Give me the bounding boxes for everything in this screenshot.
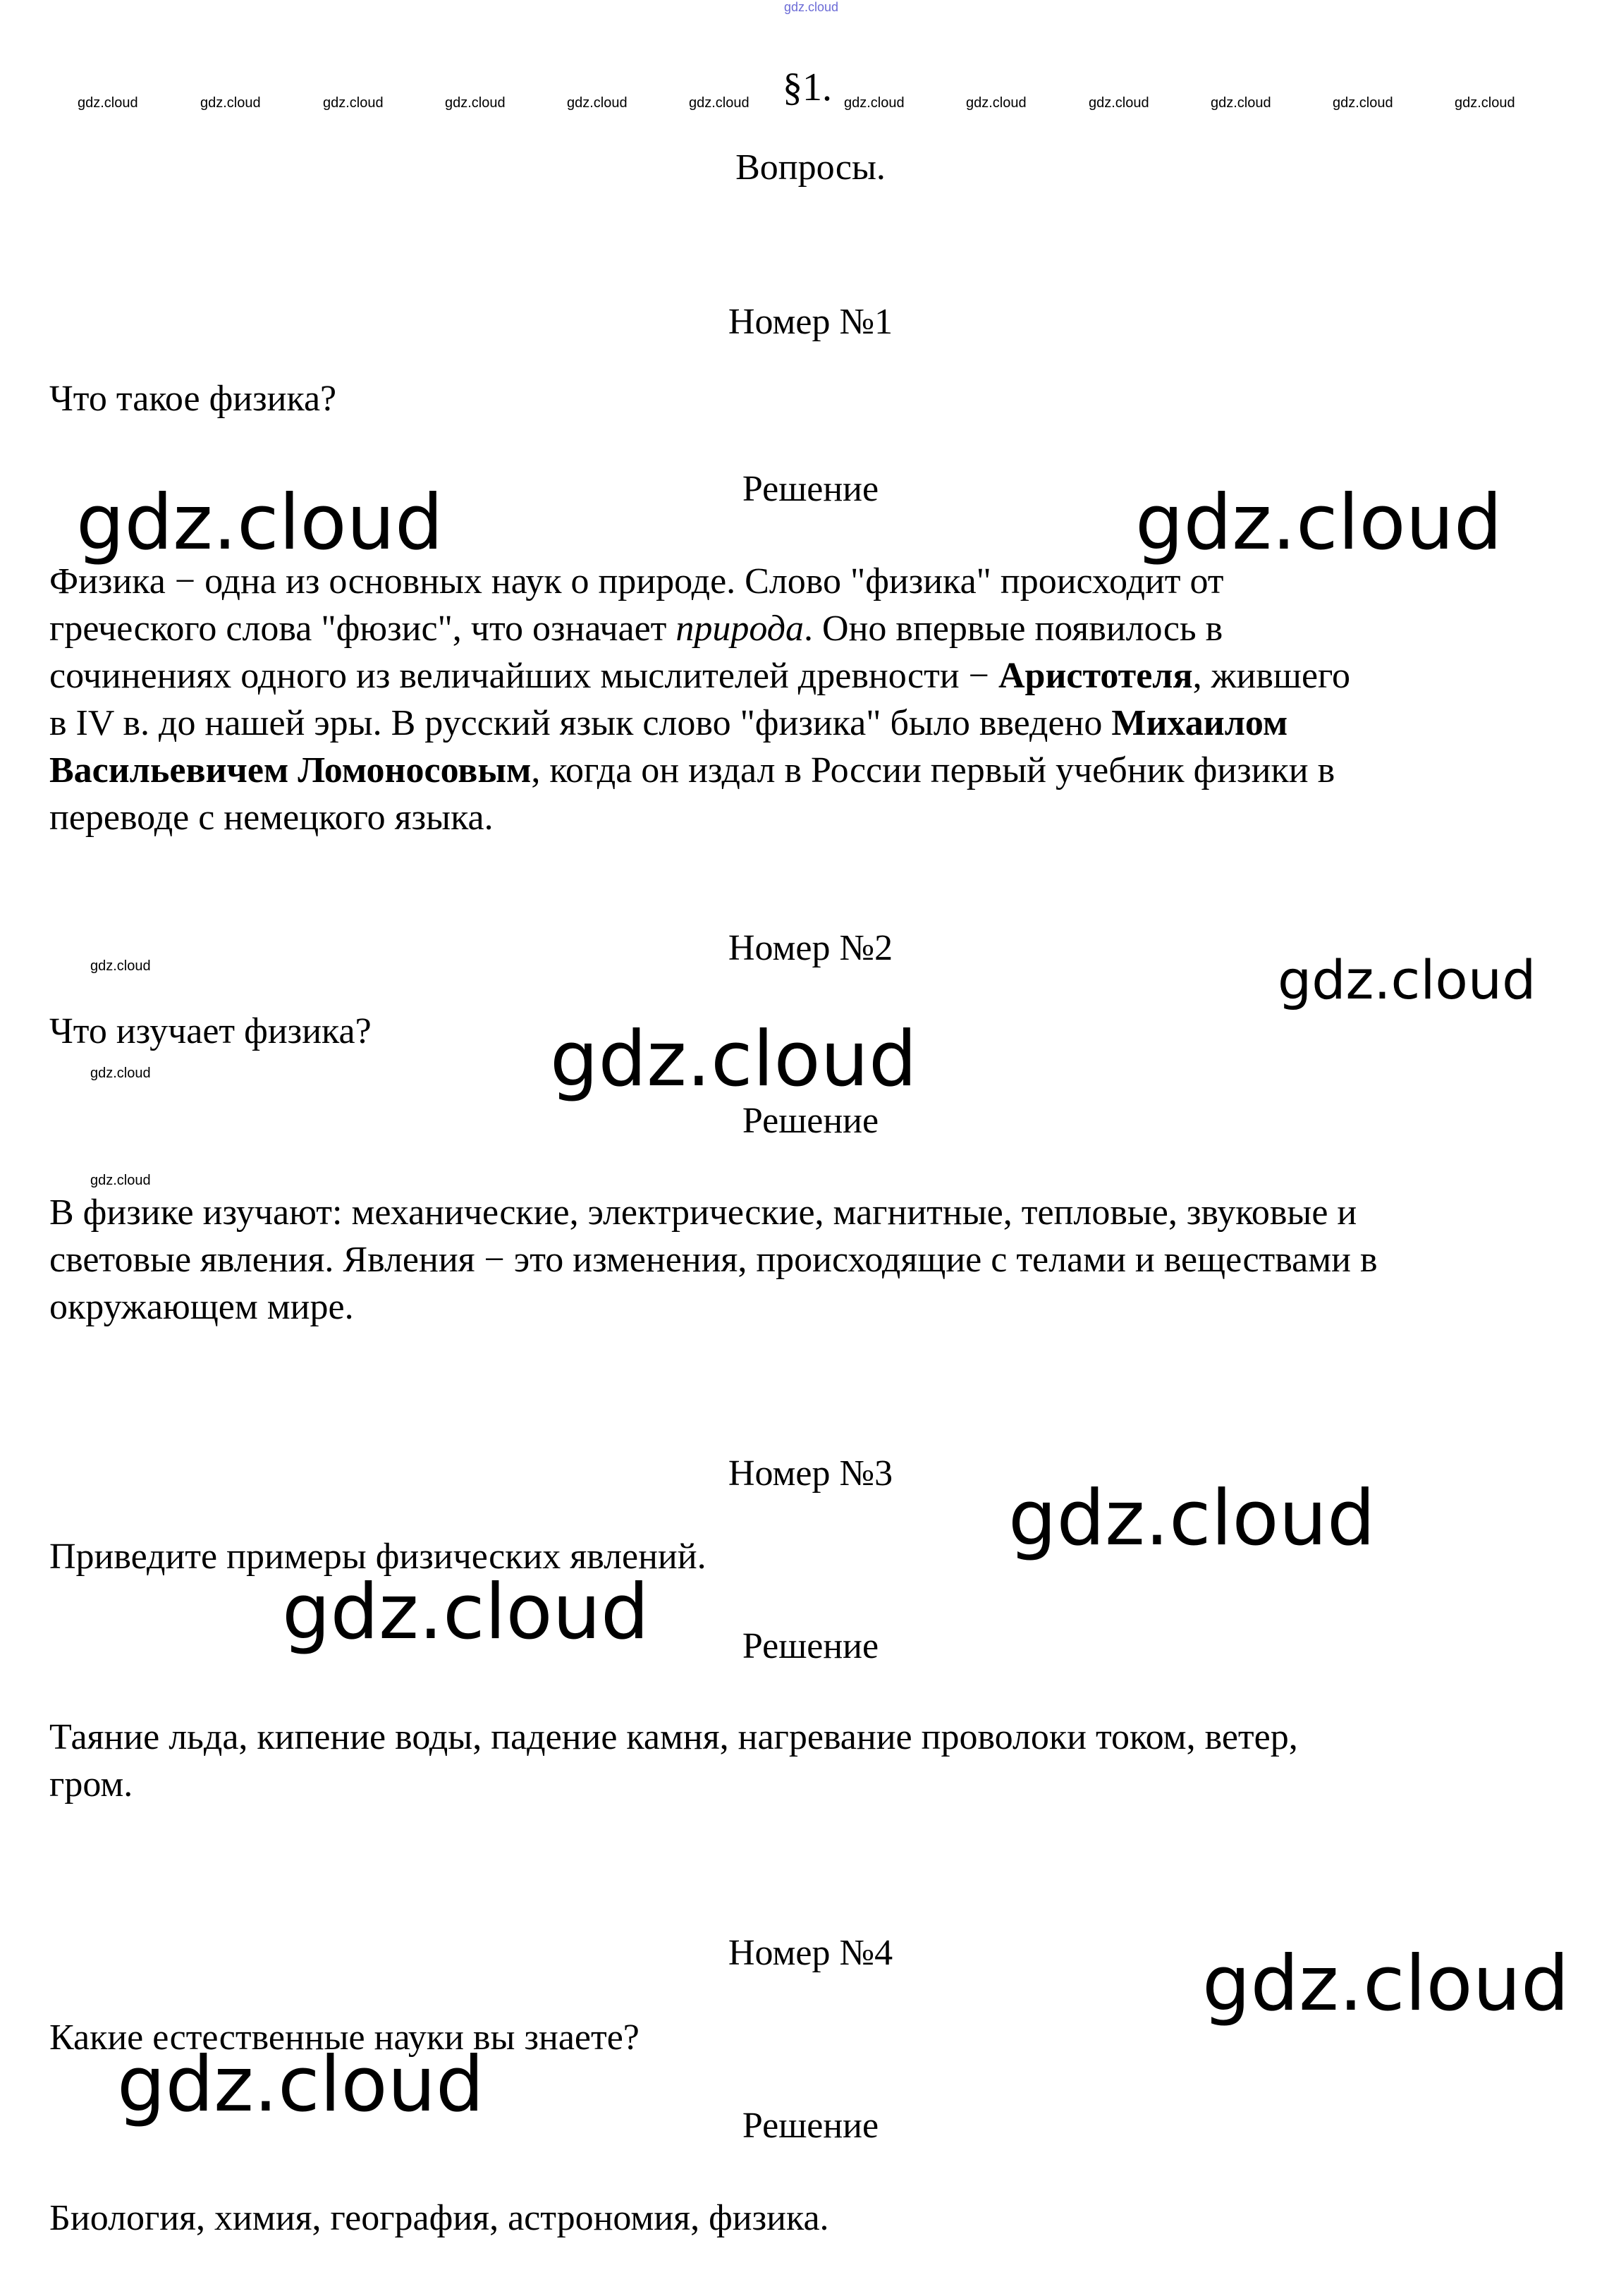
watermark-small: gdz.cloud: [90, 1173, 151, 1188]
watermark-large: gdz.cloud: [282, 1568, 649, 1656]
answer-segment: в IV в. до нашей эры. В русский язык слово "физика" было введено: [49, 703, 1112, 743]
item-number: Номер №1: [728, 302, 893, 342]
item-number: Номер №2: [728, 928, 893, 968]
top-watermark: gdz.cloud: [784, 0, 839, 14]
item-number: Номер №4: [728, 1933, 893, 1973]
watermark-row-item: gdz.cloud: [323, 95, 384, 111]
answer-text: [49, 2194, 1586, 2242]
answer-segment: , жившего: [1192, 656, 1351, 696]
answer-line: переводе с немецкого языка.: [49, 798, 494, 838]
watermark-large: gdz.cloud: [1202, 1940, 1570, 2028]
answer-line: Биология, химия, география, астрономия, физика.: [49, 2198, 829, 2238]
answer-line: окружающем мире.: [49, 1287, 354, 1327]
answer-segment: . Оно впервые появилось в: [804, 609, 1223, 649]
answer-segment: , когда он издал в России первый учебник физики в: [531, 750, 1335, 790]
answer-text: [49, 558, 1586, 841]
answer-text: [49, 1189, 1586, 1331]
watermark-row-item: gdz.cloud: [1089, 95, 1149, 111]
watermark-small: gdz.cloud: [90, 958, 151, 974]
question-text: Что такое физика?: [49, 379, 337, 419]
answer-text: [49, 1714, 1586, 1808]
watermark-row-item: gdz.cloud: [567, 95, 628, 111]
watermark-row-item: gdz.cloud: [445, 95, 506, 111]
watermark-row-item: gdz.cloud: [689, 95, 750, 111]
watermark-row-item: gdz.cloud: [1455, 95, 1515, 111]
solution-label: Решение: [742, 1101, 879, 1141]
item-number: Номер №3: [728, 1453, 893, 1494]
watermark-large: gdz.cloud: [117, 2041, 484, 2129]
watermark-row-item: gdz.cloud: [78, 95, 138, 111]
bold-name: Михаилом: [1111, 703, 1288, 743]
answer-line: Физика − одна из основных наук о природе. Слово "физика" происходит от: [49, 561, 1224, 602]
section-title: §1.: [783, 66, 832, 109]
answer-line: световые явления. Явления − это изменения, происходящие с телами и веществами в: [49, 1240, 1378, 1280]
answer-line: В физике изучают: механические, электрические, магнитные, тепловые, звуковые и: [49, 1192, 1357, 1233]
watermark-row-item: gdz.cloud: [1333, 95, 1393, 111]
question-text: Приведите примеры физических явлений.: [49, 1537, 706, 1577]
watermark-large: gdz.cloud: [550, 1015, 917, 1104]
question-text: Какие естественные науки вы знаете?: [49, 2017, 640, 2058]
question-text: Что изучает физика?: [49, 1011, 372, 1051]
answer-line: [49, 700, 1586, 747]
solution-label: Решение: [742, 469, 879, 509]
bold-name: Аристотеля: [998, 656, 1193, 696]
watermark-row-item: gdz.cloud: [966, 95, 1027, 111]
answer-segment: греческого слова "фюзис", что означает: [49, 609, 676, 649]
solution-label: Решение: [742, 1626, 879, 1666]
answer-line: [49, 605, 1586, 652]
answer-line: [49, 747, 1586, 794]
watermark-large: gdz.cloud: [1135, 479, 1503, 567]
solution-label: Решение: [742, 2106, 879, 2146]
answer-line: [49, 652, 1586, 700]
italic-term: природа: [675, 609, 805, 649]
watermark-small: gdz.cloud: [90, 1065, 151, 1081]
watermark-large: gdz.cloud: [1008, 1474, 1376, 1563]
answer-line: гром.: [49, 1764, 133, 1805]
answer-segment: сочинениях одного из величайших мыслителей древности −: [49, 656, 998, 696]
bold-name: Васильевичем Ломоносовым: [49, 750, 532, 790]
watermark-row-item: gdz.cloud: [1211, 95, 1271, 111]
watermark-large: gdz.cloud: [76, 479, 444, 567]
watermark-row-item: gdz.cloud: [844, 95, 905, 111]
watermark-row-item: gdz.cloud: [200, 95, 261, 111]
page-subtitle: Вопросы.: [735, 147, 886, 188]
watermark-medium: gdz.cloud: [1278, 948, 1536, 1011]
answer-line: Таяние льда, кипение воды, падение камня, нагревание проволоки током, ветер,: [49, 1717, 1298, 1757]
